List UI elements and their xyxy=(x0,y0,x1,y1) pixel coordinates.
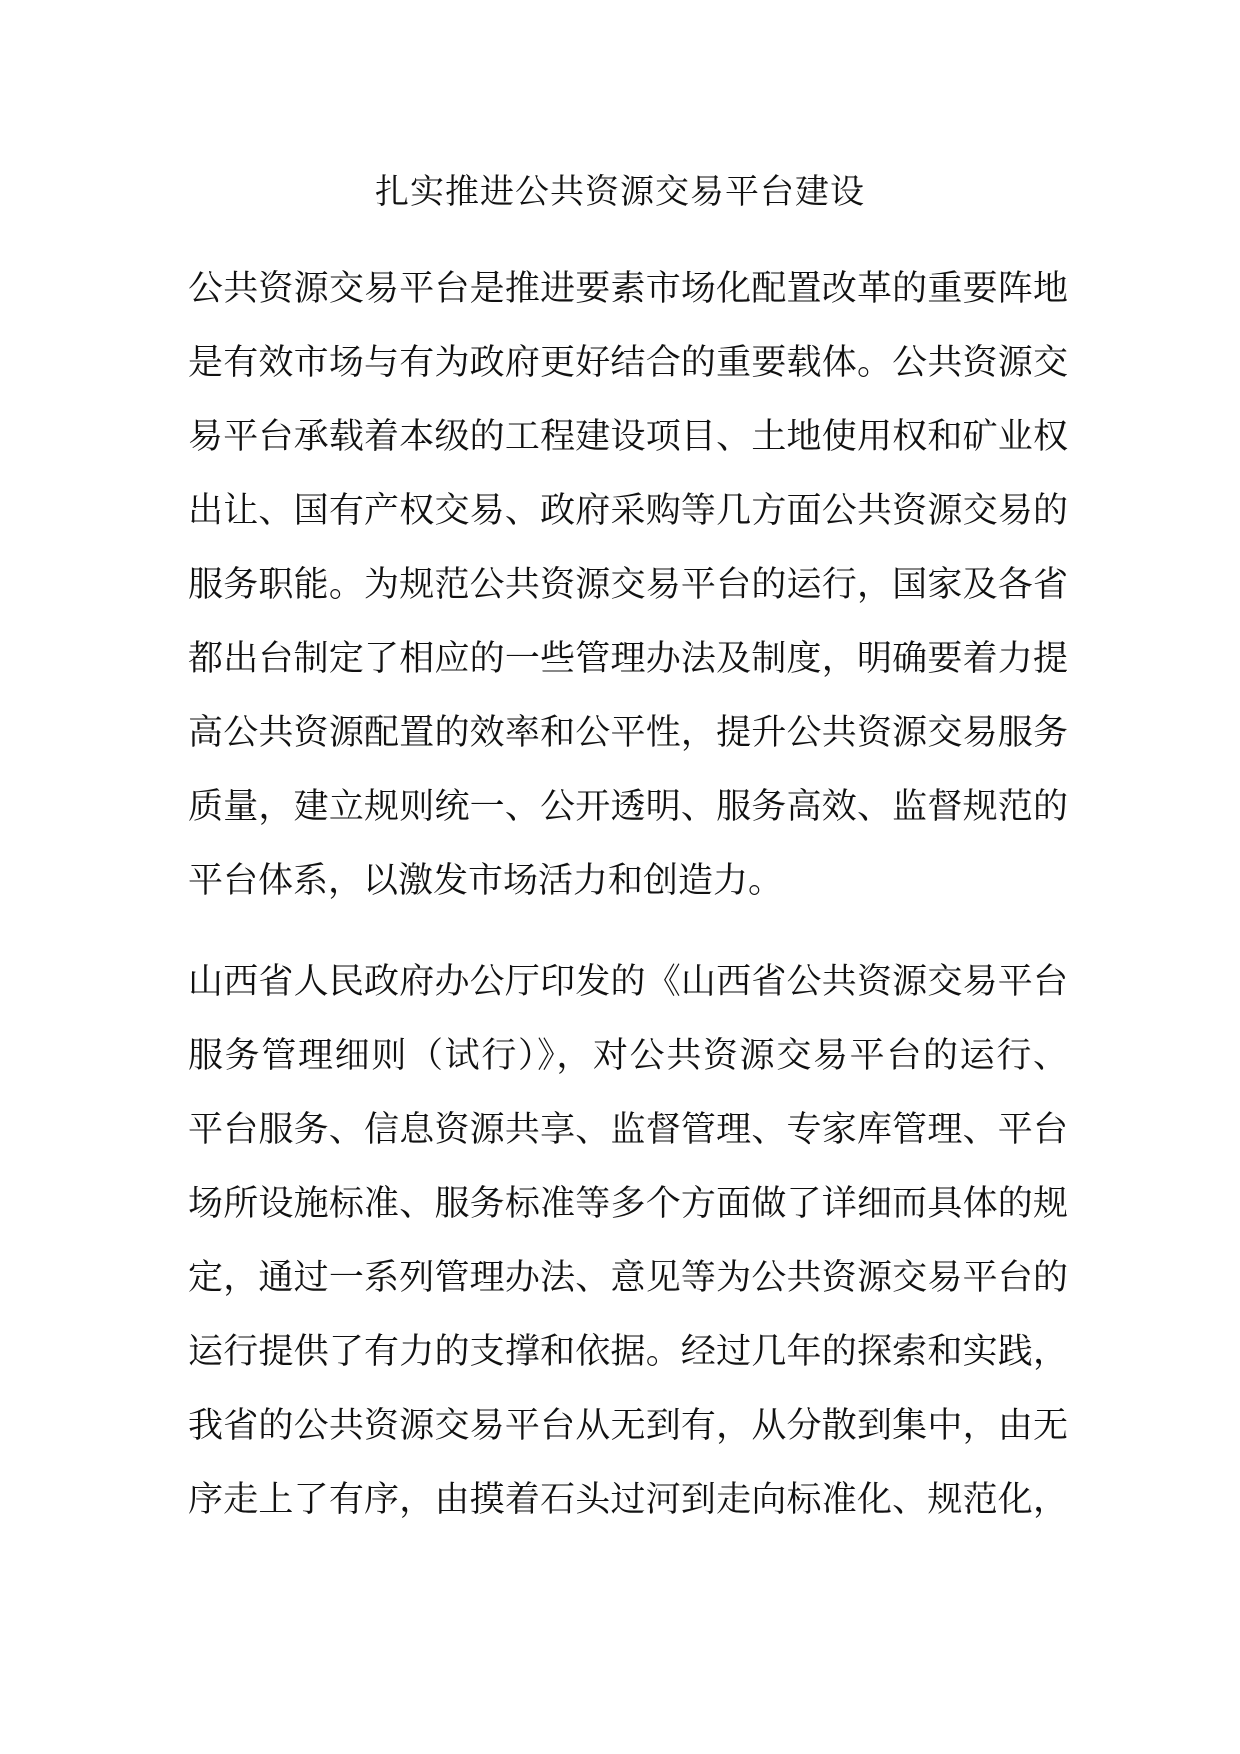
paragraph-line: 质量，建立规则统一、公开透明、服务高效、监督规范的 xyxy=(188,787,1068,827)
paragraph-line: 服务管理细则（试行）》，对公共资源交易平台的运行、 xyxy=(188,1036,1068,1076)
paragraph-line: 是有效市场与有为政府更好结合的重要载体。公共资源交 xyxy=(188,343,1068,383)
paragraph-line: 运行提供了有力的支撑和依据。经过几年的探索和实践， xyxy=(188,1332,1068,1372)
paragraph-1 xyxy=(188,252,1068,918)
paragraph-line: 都出台制定了相应的一些管理办法及制度，明确要着力提 xyxy=(188,639,1068,679)
paragraph-line: 我省的公共资源交易平台从无到有，从分散到集中，由无 xyxy=(188,1406,1068,1446)
paragraph-2 xyxy=(188,945,1068,1537)
paragraph-line: 平台服务、信息资源共享、监督管理、专家库管理、平台 xyxy=(188,1110,1068,1150)
paragraph-line: 高公共资源配置的效率和公平性，提升公共资源交易服务 xyxy=(188,713,1068,753)
paragraph-line: 易平台承载着本级的工程建设项目、土地使用权和矿业权 xyxy=(188,417,1068,457)
paragraph-line: 出让、国有产权交易、政府采购等几方面公共资源交易的 xyxy=(188,491,1068,531)
document-title: 扎实推进公共资源交易平台建设 xyxy=(375,172,865,212)
paragraph-line: 定，通过一系列管理办法、意见等为公共资源交易平台的 xyxy=(188,1258,1068,1298)
paragraph-line: 序走上了有序，由摸着石头过河到走向标准化、规范化， xyxy=(188,1480,1068,1520)
paragraph-line: 山西省人民政府办公厅印发的《山西省公共资源交易平台 xyxy=(188,962,1068,1002)
paragraph-line: 平台体系，以激发市场活力和创造力。 xyxy=(188,861,784,901)
paragraph-line: 场所设施标准、服务标准等多个方面做了详细而具体的规 xyxy=(188,1184,1068,1224)
paragraph-line: 公共资源交易平台是推进要素市场化配置改革的重要阵地 xyxy=(188,269,1068,309)
paragraph-line: 服务职能。为规范公共资源交易平台的运行，国家及各省 xyxy=(188,565,1068,605)
